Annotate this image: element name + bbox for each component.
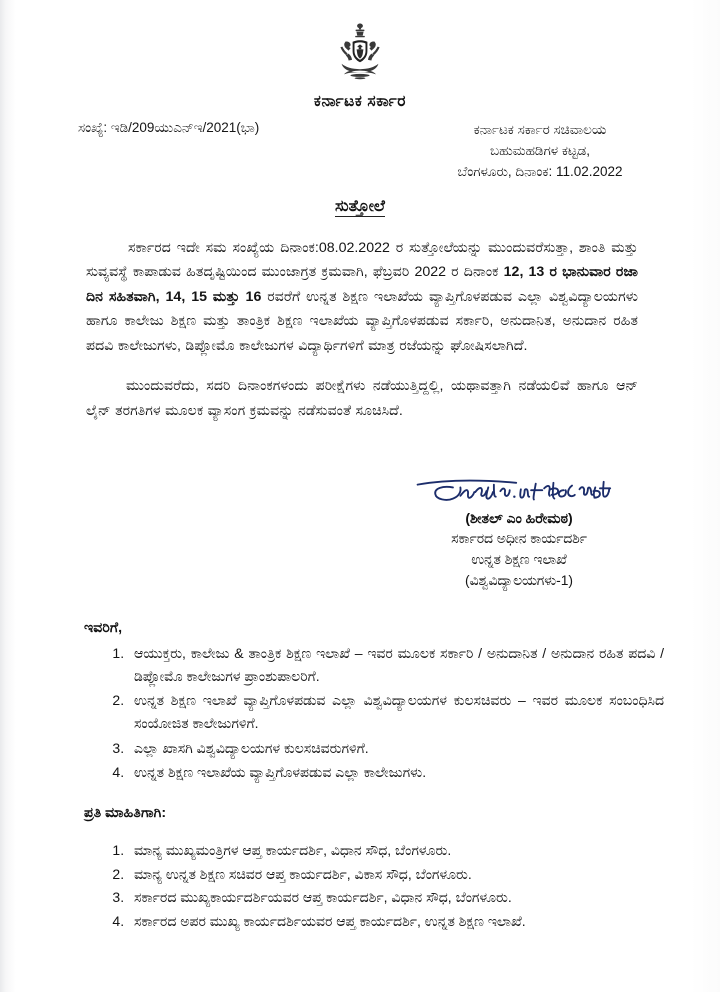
karnataka-state-emblem-icon [329, 22, 391, 86]
document-title [0, 198, 720, 216]
list-item: 3. ಎಲ್ಲಾ ಖಾಸಗಿ ವಿಶ್ವವಿದ್ಯಾಲಯಗಳ ಕುಲಸಚಿವರುಗಳಿಗೆ. [128, 737, 664, 760]
document-body [86, 236, 638, 439]
paragraph-1 [86, 236, 638, 358]
signatory-name: (ಶೀತಲ್ ಎಂ ಹಿರೇಮಠ) [465, 510, 573, 526]
recipients-section [84, 620, 664, 786]
paragraph-2: ಮುಂದುವರೆದು, ಸದರಿ ದಿನಾಂಕಗಳಂದು ಪರೀಕ್ಷೆಗಳು ನಡೆಯುತ್ತಿದ್ದಲ್ಲಿ, ಯಥಾವತ್ತಾಗಿ ನಡೆಯಲಿವೆ ಹಾಗೂ ಆನ್ ಲೈನ್ ತರಗತಿಗಳ ಮೂಲಕ ವ್ಯಾಸಂಗ ಕ್ರಮವನ್ನು ನಡೆಸುವಂತೆ ಸೂಚಿಸಿದೆ. [86, 378, 638, 419]
paragraph-1-bold-dates: 12, 13 ರ ಭಾನುವಾರ ರಜಾ ದಿನ ಸಹಿತವಾಗಿ, 14, 15 ಮತ್ತು 16 [86, 264, 638, 305]
government-name: ಕರ್ನಾಟಕ ಸರ್ಕಾರ [313, 93, 407, 110]
signatory-designation-1: ಸರ್ಕಾರದ ಅಧೀನ ಕಾರ್ಯದರ್ಶಿ [451, 531, 587, 546]
list-item: 4. ಸರ್ಕಾರದ ಅಪರ ಮುಖ್ಯ ಕಾರ್ಯದರ್ಶಿಯವರ ಆಪ್ತ ಕಾರ್ಯದರ್ಶಿ, ಉನ್ನತ ಶಿಕ್ಷಣ ಇಲಾಖೆ. [128, 910, 664, 933]
recipients-list [84, 642, 664, 784]
reference-number: ಸಂಖ್ಯೆ: ಇಡಿ/209ಯುಎನ್‌ಇ/2021(ಭಾ) [78, 120, 260, 135]
signature-block [374, 476, 664, 592]
list-item: 3. ಸರ್ಕಾರದ ಮುಖ್ಯಕಾರ್ಯದರ್ಶಿಯವರ ಆಪ್ತ ಕಾರ್ಯದರ್ಶಿ, ವಿಧಾನ ಸೌಧ, ಬೆಂಗಳೂರು. [128, 886, 664, 909]
address-line-1: ಕರ್ನಾಟಕ ಸರ್ಕಾರ ಸಚಿವಾಲಯ [473, 122, 607, 137]
letterhead [0, 22, 720, 111]
document-title-text: ಸುತ್ತೋಲೆ [335, 198, 385, 215]
signatory-designation-3: (ವಿಶ್ವವಿದ್ಯಾಲಯಗಳು-1) [464, 572, 574, 588]
address-line-3: ಬೆಂಗಳೂರು, ದಿನಾಂಕ: 11.02.2022 [457, 163, 623, 179]
copy-heading: ಪ್ರತಿ ಮಾಹಿತಿಗಾಗಿ: [84, 805, 167, 821]
issuing-office-address [404, 120, 676, 183]
list-item: 2. ಮಾನ್ಯ ಉನ್ನತ ಶಿಕ್ಷಣ ಸಚಿವರ ಆಪ್ತ ಕಾರ್ಯದರ್ಶಿ, ವಿಕಾಸ ಸೌಧ, ಬೆಂಗಳೂರು. [128, 863, 664, 886]
handwritten-signature-icon [374, 476, 664, 510]
list-item: 1. ಆಯುಕ್ತರು, ಕಾಲೇಜು & ತಾಂತ್ರಿಕ ಶಿಕ್ಷಣ ಇಲಾಖೆ – ಇವರ ಮೂಲಕ ಸರ್ಕಾರಿ / ಅನುದಾನಿತ / ಅನುದಾನ ರಹಿತ ಪದವಿ / ಡಿಪ್ಲೋಮೊ ಕಾಲೇಜುಗಳ ಪ್ರಾಂಶುಪಾಲರಿಗೆ. [128, 642, 664, 687]
list-item: 1. ಮಾನ್ಯ ಮುಖ್ಯಮಂತ್ರಿಗಳ ಆಪ್ತ ಕಾರ್ಯದರ್ಶಿ, ವಿಧಾನ ಸೌಧ, ಬೆಂಗಳೂರು. [128, 839, 664, 862]
copy-list [84, 839, 664, 933]
recipients-heading: ಇವರಿಗೆ, [84, 620, 123, 636]
list-item: 2. ಉನ್ನತ ಶಿಕ್ಷಣ ಇಲಾಖೆ ವ್ಯಾಪ್ತಿಗೊಳಪಡುವ ಎಲ್ಲಾ ವಿಶ್ವವಿದ್ಯಾಲಯಗಳ ಕುಲಸಚಿವರು – ಇವರ ಮೂಲಕ ಸಂಬಂಧಿಸಿದ ಸಂಯೋಜಿತ ಕಾಲೇಜುಗಳಿಗೆ. [128, 689, 664, 734]
header-row [0, 120, 720, 190]
paragraph-1-part-b: ರವರೆಗೆ ಉನ್ನತ ಶಿಕ್ಷಣ ಇಲಾಖೆಯ ವ್ಯಾಪ್ತಿಗೊಳಪಡುವ ಎಲ್ಲಾ ವಿಶ್ವವಿದ್ಯಾಲಯಗಳು ಹಾಗೂ ಕಾಲೇಜು ಶಿಕ್ಷಣ ಮತ್ತು ತಾಂತ್ರಿಕ ಶಿಕ್ಷಣ ಇಲಾಖೆಯ ವ್ಯಾಪ್ತಿಗೊಳಪಡುವ ಸರ್ಕಾರಿ, ಅನುದಾನಿತ, ಅನುದಾನ ರಹಿತ ಪದವಿ ಕಾಲೇಜುಗಳು, ಡಿಪ್ಲೋಮೊ ಕಾಲೇಜುಗಳ ವಿದ್ಯಾರ್ಥಿಗಳಿಗೆ ಮಾತ್ರ ರಜೆಯನ್ನು ಘೋಷಿಸಲಾಗಿದೆ. [86, 288, 638, 354]
signatory-designation-2: ಉನ್ನತ ಶಿಕ್ಷಣ ಇಲಾಖೆ [471, 551, 567, 567]
address-line-2: ಬಹುಮಹಡಿಗಳ ಕಟ್ಟಡ, [489, 142, 591, 158]
list-item: 4. ಉನ್ನತ ಶಿಕ್ಷಣ ಇಲಾಖೆಯ ವ್ಯಾಪ್ತಿಗೊಳಪಡುವ ಎಲ್ಲಾ ಕಾಲೇಜುಗಳು. [128, 761, 664, 784]
copy-section [84, 805, 664, 934]
paragraph-1-part-a: ಸರ್ಕಾರದ ಇದೇ ಸಮ ಸಂಖ್ಯೆಯ ದಿನಾಂಕ:08.02.2022 ರ ಸುತ್ತೋಲೆಯನ್ನು ಮುಂದುವರೆಸುತ್ತಾ, ಶಾಂತಿ ಮತ್ತು ಸುವ್ಯವಸ್ಥೆ ಕಾಪಾಡುವ ಹಿತದೃಷ್ಟಿಯಿಂದ ಮುಂಜಾಗ್ರತ ಕ್ರಮವಾಗಿ, ಫೆಬ್ರವರಿ 2022 ರ ದಿನಾಂಕ [86, 240, 638, 281]
